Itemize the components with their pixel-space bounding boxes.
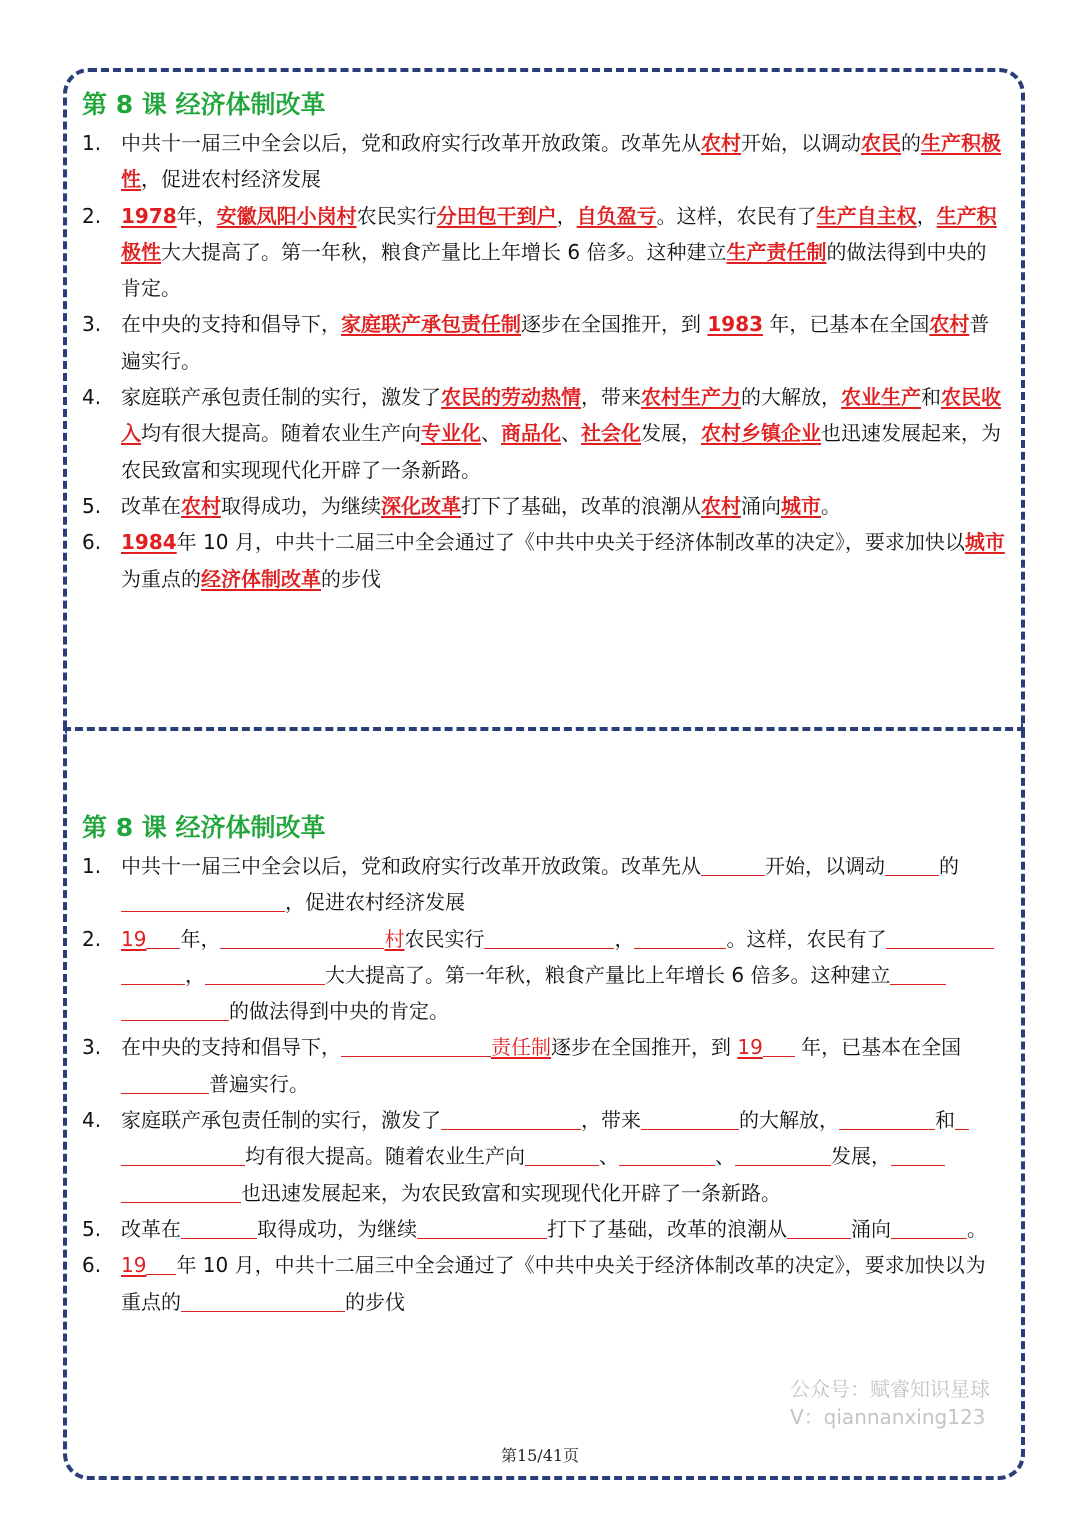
keyword: 19 [121,1253,147,1278]
answer-blank[interactable] [121,1178,241,1203]
keyword: 城市 [781,493,821,518]
keyword: 分田包干到户 [436,203,557,228]
answer-blank[interactable] [763,1032,795,1057]
list-item: 4. 家庭联产承包责任制的实行，激发了农民的劳动热情，带来农村生产力的大解放，农业生产和农民收入均有很大提高。随着农业生产向专业化、商品化、社会化发展，农村乡镇企业也迅速发展起来，为农民致富和实现现代化开辟了一条新路。 [82,385,1001,482]
keyword: 1984 [121,530,177,555]
blank-section [80,811,1005,1320]
keyword: 农民收入 [121,385,1001,446]
list-item: 3. 在中央的支持和倡导下， 责任制逐步在全国推开，到 19 年，已基本在全国普遍实行。 [80,1029,1005,1102]
answer-blank[interactable] [891,1141,945,1166]
keyword: 专业化 [421,421,481,446]
answer-blank[interactable] [181,1214,257,1239]
list-item: 3. 在中央的支持和倡导下，家庭联产承包责任制逐步在全国推开，到 1983 年，已基本在全国农村普遍实行。 [82,312,990,373]
page-number: 第15/41页 [500,1446,580,1465]
answer-blank[interactable] [121,887,285,912]
answer-blank[interactable] [441,1105,581,1130]
keyword: 经济体制改革 [201,566,321,591]
answer-blank[interactable] [787,1214,851,1239]
lesson-title: 第 8 课 经济体制改革 [82,90,326,119]
answer-blank[interactable] [121,1141,245,1166]
list-item: 5. 改革在 取得成功，为继续 打下了基础，改革的浪潮从 涌向 。 [80,1211,1005,1247]
answer-section [80,88,1005,597]
list-item: 1. 中共十一届三中全会以后，党和政府实行改革开放政策。改革先从 开始，以调动 的，促进农村经济发展 [80,848,1005,921]
keyword: 1978 [121,203,177,228]
list-item: 6. 1984年 10 月，中共十二届三中全会通过了《中共中央关于经济体制改革的决定》，要求加快以城市为重点的经济体制改革的步伐 [82,530,1005,591]
keyword: 商品化 [501,421,561,446]
answer-blank[interactable] [121,1069,209,1094]
keyword: 农村 [701,131,741,155]
list-item: 1. 中共十一届三中全会以后，党和政府实行改革开放政策。改革先从农村开始，以调动农民的生产积极性，促进农村经济发展 [82,131,1001,192]
answer-blank[interactable] [146,1250,176,1275]
keyword: 家庭联产承包责任制 [341,312,521,337]
answer-blank[interactable] [839,1105,935,1130]
answer-blank[interactable] [417,1214,547,1239]
keyword: 农村乡镇企业 [701,421,821,446]
keyword: 生产积极性 [121,131,1001,192]
answer-blank[interactable] [890,960,946,985]
answer-blank[interactable] [955,1105,969,1130]
answer-blank[interactable] [121,996,229,1021]
list-item: 6. 19 年 10 月，中共十二届三中全会通过了《中共中央关于经济体制改革的决定》，要求加快以为重点的 的步伐 [80,1247,1005,1320]
keyword: 19 [121,926,147,951]
keyword: 农村 [181,493,221,518]
watermark-line: V：qiannanxing123 [790,1405,986,1429]
keyword: 农村 [701,493,741,518]
answer-blank[interactable] [619,1141,715,1166]
keyword: 生产自主权 [816,203,917,228]
answer-blank[interactable] [121,960,185,985]
answer-blank[interactable] [885,851,939,876]
answer-blank[interactable] [341,1032,491,1057]
keyword: 城市 [964,530,1005,555]
answer-blank[interactable] [205,960,325,985]
keyword: 村 [384,926,405,951]
answer-blank[interactable] [634,924,726,949]
answer-blank[interactable] [891,1214,967,1239]
list-item: 4. 家庭联产承包责任制的实行，激发了 ，带来 的大解放， 和均有很大提高。随着农业生产向 、 、 发展，也迅速发展起来，为农民致富和实现现代化开辟了一条新路。 [80,1102,1005,1211]
answer-blank[interactable] [701,851,765,876]
list-item: 2. 1978年，安徽凤阳小岗村农民实行分田包干到户，自负盈亏。这样，农民有了生产自主权，生产积极性大大提高了。第一年秋，粮食产量比上年增长 6 倍多。这种建立生产责任制的做法得到中央的肯定。 [82,203,997,301]
keyword: 安徽凤阳小岗村 [216,203,357,228]
keyword: 农民 [861,131,901,155]
keyword: 农村 [929,312,970,337]
keyword: 深化改革 [381,493,461,518]
list-item: 2. 19 年， 村农民实行 ， 。这样，农民有了， 大大提高了。第一年秋，粮食产量比上年增长 6 倍多。这种建立的做法得到中央的肯定。 [80,921,1005,1030]
keyword: 1983 [707,312,764,337]
answer-blank[interactable] [181,1287,345,1312]
keyword: 农民的劳动热情 [441,385,581,410]
keyword: 生产责任制 [726,239,827,264]
answer-blank[interactable] [146,924,180,949]
keyword: 责任制 [491,1035,551,1060]
keyword: 农村生产力 [641,385,741,410]
answer-blank[interactable] [886,924,994,949]
answer-blank[interactable] [525,1141,599,1166]
list-item: 5. 改革在农村取得成功，为继续深化改革打下了基础，改革的浪潮从农村涌向城市。 [82,493,841,518]
keyword: 生产积极性 [121,203,997,264]
watermark-line: 公众号：赋睿知识星球 [790,1377,990,1401]
lesson-title: 第 8 课 经济体制改革 [82,813,326,842]
answer-blank[interactable] [641,1105,739,1130]
answer-blank[interactable] [735,1141,831,1166]
keyword: 社会化 [581,421,641,446]
keyword: 19 [737,1035,763,1060]
answer-blank[interactable] [484,924,614,949]
keyword: 农业生产 [841,385,921,410]
answer-blank[interactable] [220,924,384,949]
keyword: 自负盈亏 [576,203,657,228]
